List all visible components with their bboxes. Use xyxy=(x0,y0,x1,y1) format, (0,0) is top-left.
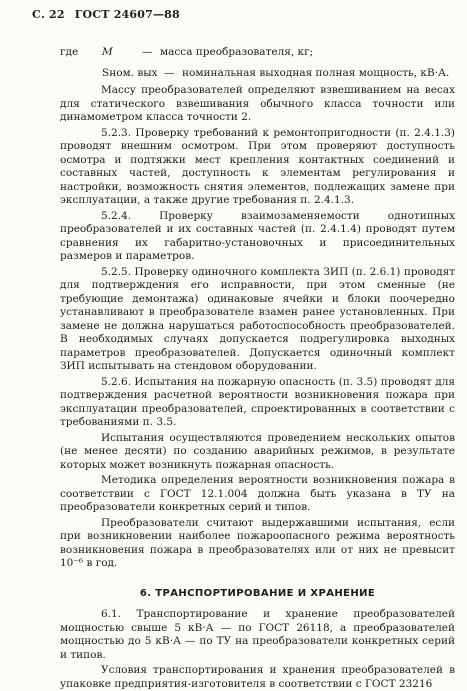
paragraph: 5.2.4. Проверку взаимозаменяемости однотипных преобразователей и их составных частей (п. 2.4.1.4) проводят путем сравнения их габаритно-установочных и присоединительных размеров и параметров. xyxy=(60,209,455,262)
paragraph: 5.2.5. Проверку одиночного комплекта ЗИП (п. 2.6.1) проводят для подтверждения его исправности, при этом сменные (не требующие демонтажа) одинаковые ячейки и блоки поочередно устанавливают в преобразователе взамен ранее установленных. При замене не должна нарушаться работоспособность преобразователей. В необходимых случаях допускается подрегулировка выходных параметров преобразователей. Допускается одиночный комплект ЗИП испытывать на стендовом оборудовании. xyxy=(60,265,455,372)
section-paragraph: 6.1. Транспортирование и хранение преобразователей мощностью свыше 5 кВ·А — по ГОСТ 26118, а преобразователей мощностью до 5 кВ·А — по ТУ на преобразователи конкретных серий и типов. xyxy=(60,608,455,661)
document-body xyxy=(60,84,455,691)
section-title: 6. ТРАНСПОРТИРОВАНИЕ И ХРАНЕНИЕ xyxy=(139,587,376,599)
definition-term xyxy=(60,63,102,84)
paragraph: Испытания осуществляются проведением нескольких опытов (не менее десяти) по созданию аварийных режимов, в результате которых может возникнуть пожарная опасность. xyxy=(60,431,455,471)
definition-text: номинальная выходная полная мощность, кВ·А. xyxy=(182,67,450,79)
paragraph: 5.2.6. Испытания на пожарную опасность (п. 3.5) проводят для подтверждения расчетной вероятности возникновения пожара при эксплуатации преобразователей, спроектированных в соответствии с требованиями п. 3.5. xyxy=(60,375,455,428)
definition-row xyxy=(60,42,449,63)
definition-term: где xyxy=(60,46,79,58)
page-number: С. 22 xyxy=(32,8,65,21)
definition-dash: — xyxy=(164,67,175,79)
definition-dash: — xyxy=(142,46,153,58)
paragraph: Методика определения вероятности возникновения пожара в соответствии с ГОСТ 12.1.004 должна быть указана в ТУ на преобразователи конкретных серий и типов. xyxy=(60,474,455,513)
paragraph: 5.2.3. Проверку требований к ремонтопригодности (п. 2.4.1.3) проводят внешним осмотром. При этом проверяют доступность осмотра и подтяжки мест крепления контактных соединений и составных частей, доступность к элементам регулирования и настройки, возможность снятия элементов, подлежащих замене при эксплуатации, а также другие требования п. 2.4.1.3. xyxy=(60,126,455,206)
page-header xyxy=(32,8,180,21)
definition-symbol: Sном. вых xyxy=(102,67,158,79)
section-paragraph: Условия транспортирования и хранения преобразователей в упаковке предприятия-изготовителя в соответствии с ГОСТ 23216 xyxy=(60,664,455,690)
definition-row xyxy=(60,63,449,84)
paragraph: Преобразователи считают выдержавшими испытания, если при возникновении наиболее пожароопасного режима вероятность возникновения пожара в преобразователях или от них не превысит 10⁻⁶ в год. xyxy=(60,516,455,569)
definitions-block xyxy=(60,42,449,84)
definition-text: масса преобразователя, кг; xyxy=(160,46,314,58)
definition-symbol: M xyxy=(102,46,113,58)
paragraph: Массу преобразователей определяют взвешиванием на весах для статического взвешивания обычного класса точности или динамометром класса точности 2. xyxy=(60,84,455,123)
standard-designation: ГОСТ 24607—88 xyxy=(74,8,180,21)
